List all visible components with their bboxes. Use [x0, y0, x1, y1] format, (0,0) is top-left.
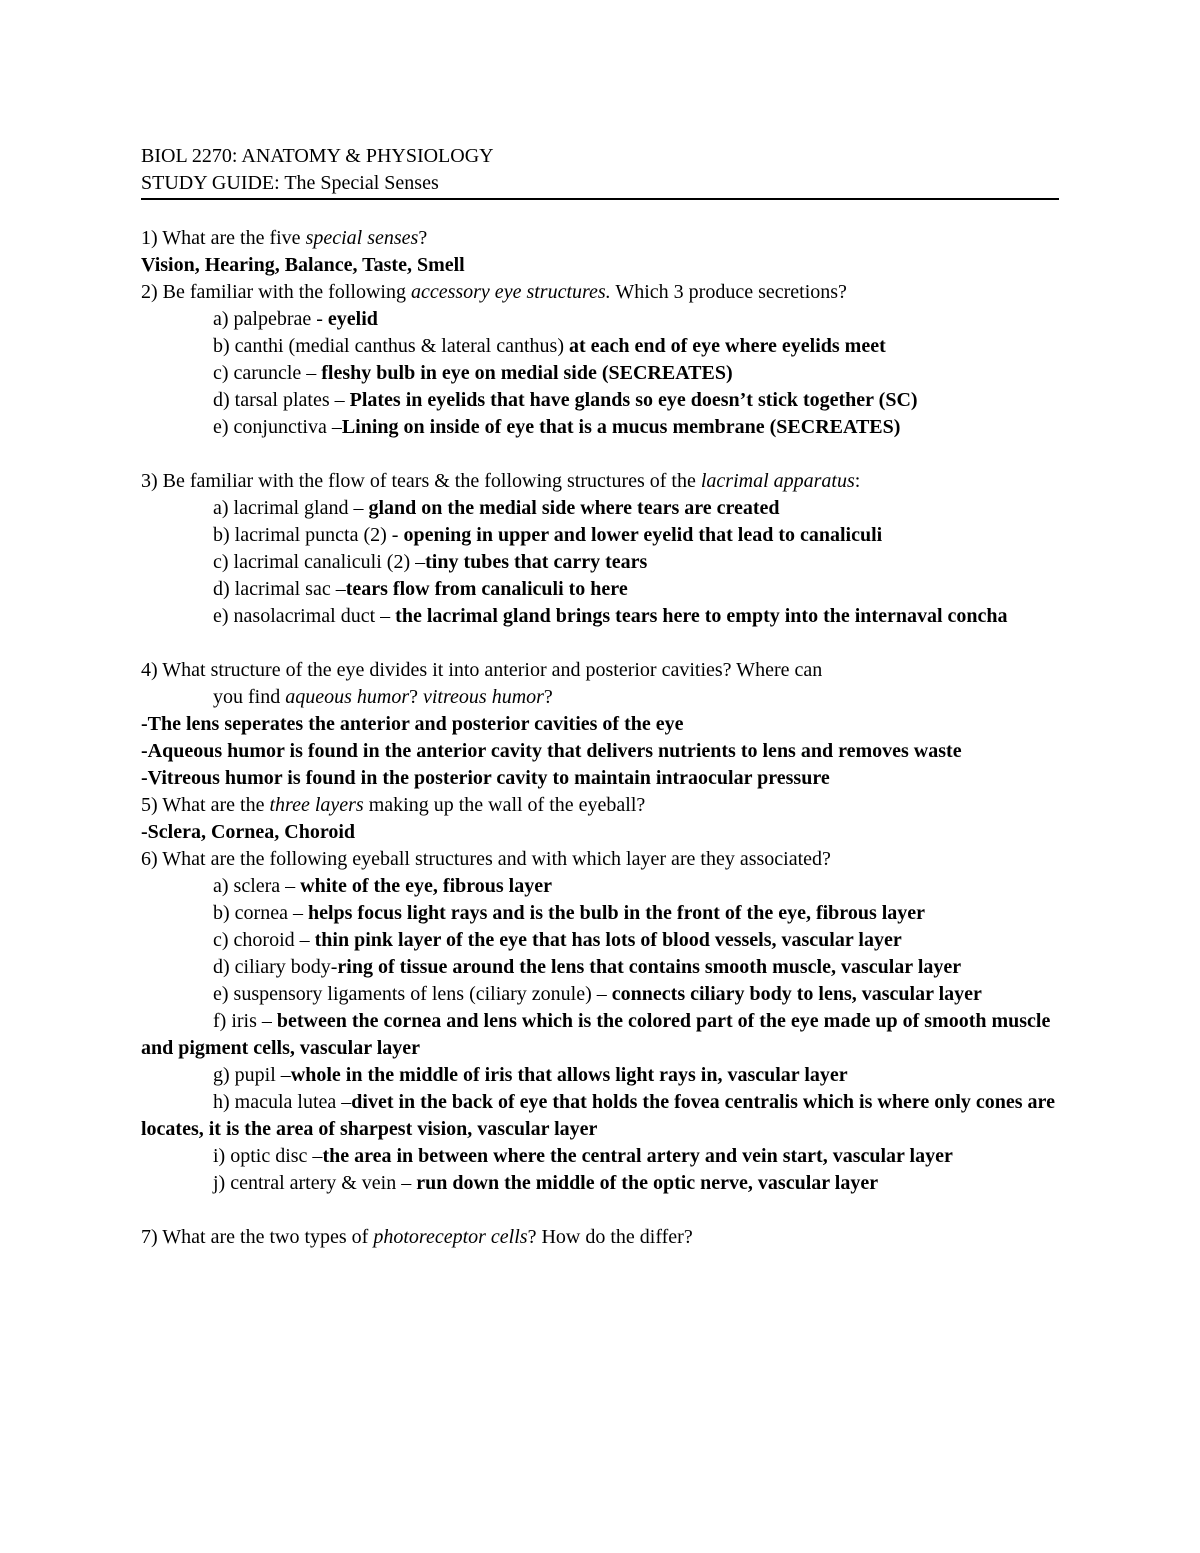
study-guide-page [141, 143, 1059, 1251]
q6-item: f) iris – between the cornea and lens which is the colored part of the eye made up of smooth muscle and pigment cells, vascular layer [141, 1010, 1051, 1059]
question-6: 6) What are the following eyeball structures and with which layer are they associated? [141, 848, 831, 870]
q6-item: i) optic disc –the area in between where the central artery and vein start, vascular layer [213, 1145, 953, 1167]
answer-4: -Aqueous humor is found in the anterior cavity that delivers nutrients to lens and removes waste [141, 740, 962, 762]
answer-5: -Sclera, Cornea, Choroid [141, 821, 356, 843]
question-5: 5) What are the three layers making up the wall of the eyeball? [141, 794, 646, 816]
answer-1: Vision, Hearing, Balance, Taste, Smell [141, 254, 465, 276]
question-4-cont: you find aqueous humor? vitreous humor? [213, 686, 553, 708]
question-2: 2) Be familiar with the following accessory eye structures. Which 3 produce secretions? [141, 281, 847, 303]
q6-item: d) ciliary body-ring of tissue around the lens that contains smooth muscle, vascular layer [213, 956, 962, 978]
answer-4: -The lens seperates the anterior and posterior cavities of the eye [141, 713, 684, 735]
q6-item: c) choroid – thin pink layer of the eye that has lots of blood vessels, vascular layer [213, 929, 902, 951]
q3-item: b) lacrimal puncta (2) - opening in upper and lower eyelid that lead to canaliculi [213, 524, 883, 546]
answer-4: -Vitreous humor is found in the posterior cavity to maintain intraocular pressure [141, 767, 830, 789]
q2-item: d) tarsal plates – Plates in eyelids that have glands so eye doesn’t stick together (SC) [213, 389, 918, 411]
q6-item: j) central artery & vein – run down the middle of the optic nerve, vascular layer [213, 1172, 879, 1194]
q3-item: e) nasolacrimal duct – the lacrimal gland brings tears here to empty into the internaval concha [213, 605, 1008, 627]
question-3: 3) Be familiar with the flow of tears & the following structures of the lacrimal apparatus: [141, 470, 861, 492]
q6-item: e) suspensory ligaments of lens (ciliary zonule) – connects ciliary body to lens, vascular layer [213, 983, 982, 1005]
q3-item: a) lacrimal gland – gland on the medial side where tears are created [213, 497, 780, 519]
question-4: 4) What structure of the eye divides it into anterior and posterior cavities? Where can [141, 659, 823, 681]
q2-item: b) canthi (medial canthus & lateral canthus) at each end of eye where eyelids meet [213, 335, 886, 357]
question-1: 1) What are the five special senses? [141, 227, 428, 249]
q3-item: c) lacrimal canaliculi (2) –tiny tubes that carry tears [213, 551, 648, 573]
q2-item: a) palpebrae - eyelid [213, 308, 378, 330]
q2-item: c) caruncle – fleshy bulb in eye on medial side (SECREATES) [213, 362, 733, 384]
q6-item: a) sclera – white of the eye, fibrous layer [213, 875, 552, 897]
question-7: 7) What are the two types of photoreceptor cells? How do the differ? [141, 1226, 693, 1248]
q6-item: g) pupil –whole in the middle of iris that allows light rays in, vascular layer [213, 1064, 848, 1086]
q6-item: h) macula lutea –divet in the back of eye that holds the fovea centralis which is where only cones are locates, it is the area of sharpest vision, vascular layer [141, 1091, 1055, 1140]
q2-item: e) conjunctiva –Lining on inside of eye that is a mucus membrane (SECREATES) [213, 416, 901, 438]
q6-item: b) cornea – helps focus light rays and is the bulb in the front of the eye, fibrous layer [213, 902, 926, 924]
guide-title: STUDY GUIDE: The Special Senses [141, 172, 439, 194]
course-title: BIOL 2270: ANATOMY & PHYSIOLOGY [141, 145, 494, 167]
q3-item: d) lacrimal sac –tears flow from canaliculi to here [213, 578, 628, 600]
